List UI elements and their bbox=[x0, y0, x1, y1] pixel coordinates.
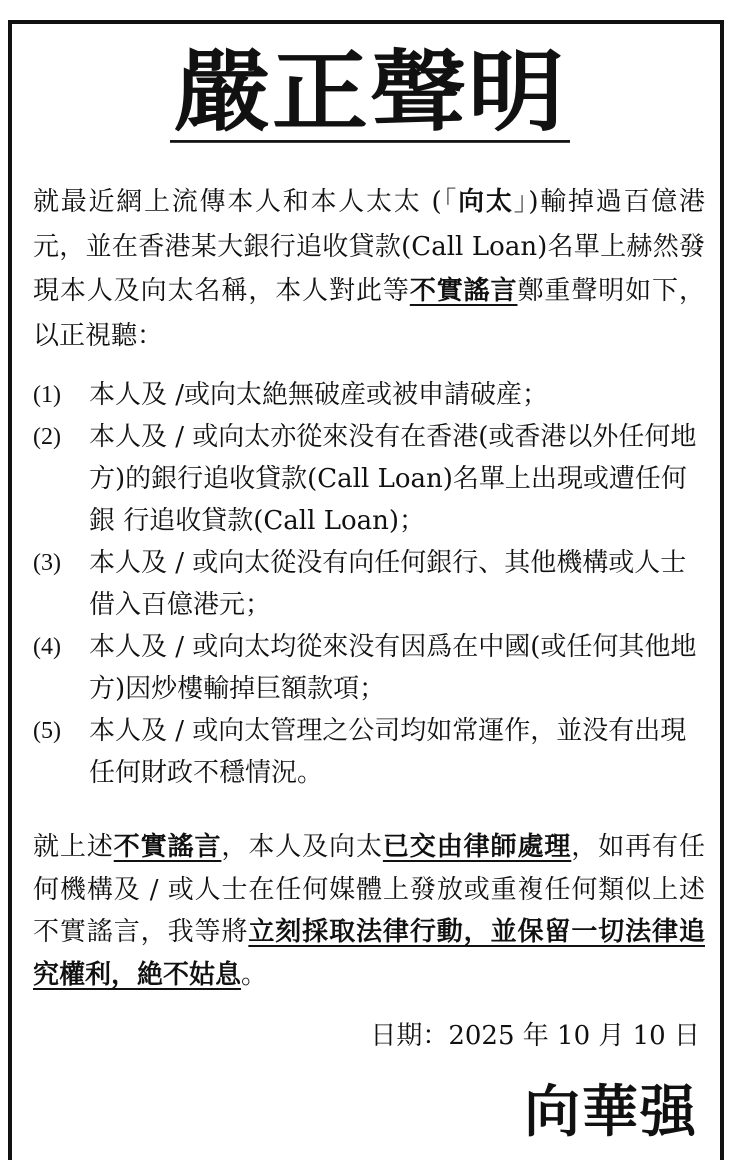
item-text: 本人及 / 或向太管理之公司均如常運作，並没有出現任何財政不穩情況。 bbox=[89, 716, 687, 788]
notice-date: 日期：2025 年 10 月 10 日 bbox=[370, 1021, 700, 1051]
intro-paragraph bbox=[33, 180, 705, 358]
item-text: 本人及 / 或向太亦從來没有在香港(或香港以外任何地方)的銀行追收貸款(Call Loan)名單上出現或遭任何銀 行追收貸款(Call Loan)； bbox=[89, 422, 697, 536]
closing-emphasis-1: 不實謠言 bbox=[113, 832, 222, 862]
item-number: (4) bbox=[33, 634, 61, 660]
closing-text-2: ，本人及向太 bbox=[221, 832, 383, 862]
item-text: 本人及 /或向太絶無破産或被申請破産； bbox=[89, 380, 549, 410]
notice-title: 嚴正聲明 bbox=[170, 46, 570, 143]
intro-text-3: 鄭重聲明如下，以正視聽： bbox=[33, 276, 705, 351]
closing-emphasis-2: 已交由律師處理 bbox=[382, 832, 572, 862]
list-item bbox=[33, 374, 705, 416]
signature-name: 向華强 bbox=[524, 1079, 698, 1145]
intro-text-1: 就最近網上流傳本人和本人太太 (「 bbox=[33, 187, 459, 217]
list-item bbox=[33, 416, 705, 542]
notice-body bbox=[33, 180, 705, 996]
list-item bbox=[33, 542, 705, 626]
closing-text-3: ，如再有任何機構及 / 或人士在任何媒體上發放或重複任何類似上述不實謠言，我等將 bbox=[33, 832, 705, 947]
item-number: (1) bbox=[33, 382, 61, 408]
list-item bbox=[33, 710, 705, 794]
intro-bold-name: 向太 bbox=[458, 187, 514, 217]
item-number: (2) bbox=[33, 424, 61, 450]
closing-text-1: 就上述 bbox=[33, 832, 114, 862]
closing-emphasis-3: 立刻採取法律行動，並保留一切法律追究權利，絶不姑息 bbox=[33, 917, 705, 990]
statement-list bbox=[33, 374, 705, 794]
title-block bbox=[0, 39, 740, 147]
closing-text-4: 。 bbox=[241, 959, 268, 990]
list-item bbox=[33, 626, 705, 710]
closing-paragraph bbox=[33, 826, 705, 996]
intro-text-2: 」)輸掉過百億港元，並在香港某大銀行追收貸款(Call Loan)名單上赫然發現本人及向太名稱，本人對此等 bbox=[33, 187, 705, 306]
item-text: 本人及 / 或向太均從來没有因爲在中國(或任何其他地方)因炒樓輸掉巨額款項； bbox=[89, 632, 697, 704]
item-text: 本人及 / 或向太從没有向任何銀行、其他機構或人士借入百億港元； bbox=[89, 548, 687, 620]
item-number: (3) bbox=[33, 550, 61, 576]
item-number: (5) bbox=[33, 718, 61, 744]
intro-emphasis: 不實謠言 bbox=[409, 276, 518, 306]
